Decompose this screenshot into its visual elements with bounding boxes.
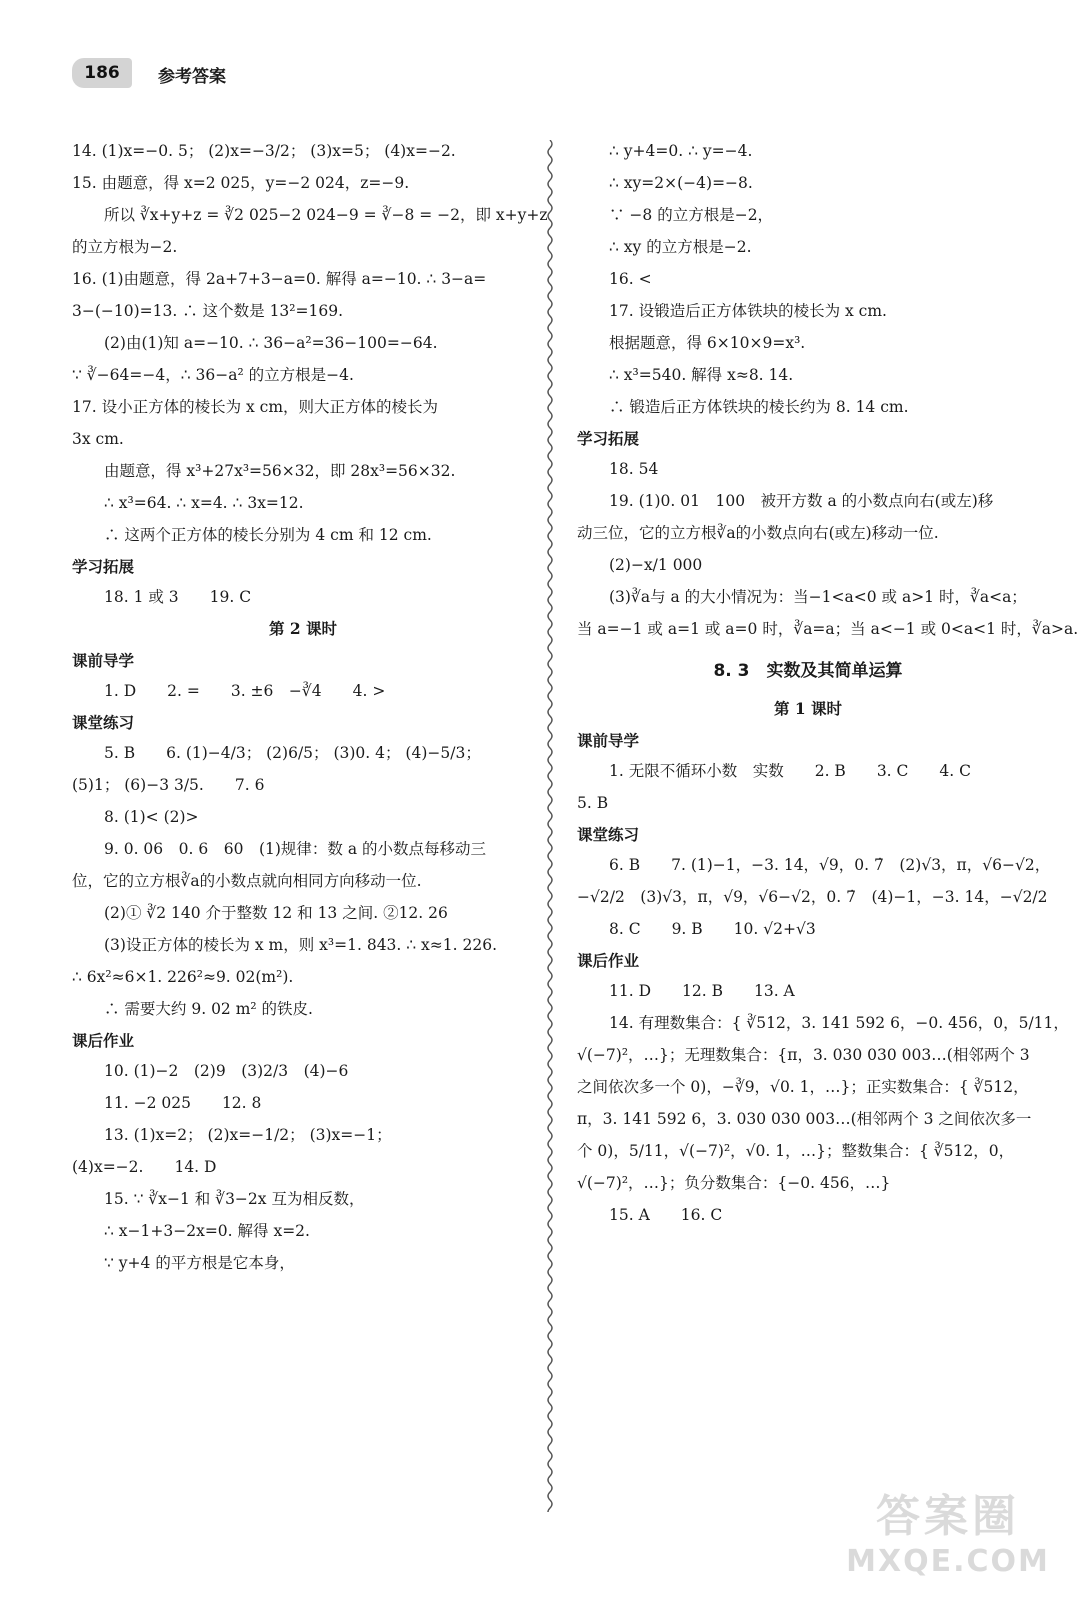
answer-line: ∴ y+4=0. ∴ y=−4. [609, 142, 753, 160]
answer-line: √(−7)²，…}；无理数集合：{π，3. 030 030 003…(相邻两个 3 [577, 1046, 1030, 1064]
answer-line: 16. < [609, 270, 652, 288]
answer-line: 3x cm. [72, 430, 124, 448]
answer-line: ∵ y+4 的平方根是它本身， [104, 1254, 295, 1272]
answer-line: ∴ x³=540. 解得 x≈8. 14. [609, 366, 794, 384]
section-heading: 学习拓展 [72, 558, 135, 576]
right-column [577, 140, 1079, 1236]
answer-line: 位，它的立方根∛a的小数点就向相同方向移动一位. [72, 872, 422, 890]
answer-line: ∴ x−1+3−2x=0. 解得 x=2. [104, 1222, 310, 1240]
answer-line: ∵ −8 的立方根是−2， [609, 206, 774, 224]
answer-line: √(−7)²，…}；负分数集合：{−0. 456，…} [577, 1174, 891, 1192]
page-header-title: 参考答案 [158, 67, 226, 87]
column-divider [540, 140, 560, 1512]
answer-line: (2)① ∛2 140 介于整数 12 和 13 之间. ②12. 26 [104, 904, 448, 922]
subsection-title: 第 1 课时 [773, 699, 843, 718]
answer-line: (3)设正方体的棱长为 x m，则 x³=1. 843. ∴ x≈1. 226. [104, 936, 498, 954]
watermark-line2: MXQE.COM [846, 1544, 1050, 1579]
section-heading: 课前导学 [72, 652, 135, 670]
answer-line: −√2/2 (3)√3，π，√9，√6−√2，0. 7̇ (4)−1，−3. 14，−√2/2 [577, 888, 1048, 906]
answer-line: 所以 ∛x+y+z = ∛2 025−2 024−9 = ∛−8 = −2，即 x+y+z [104, 206, 548, 224]
answer-line: ∴ 这两个正方体的棱长分别为 4 cm 和 12 cm. [104, 526, 432, 544]
answer-line: 1. 无限不循环小数 实数 2. B 3. C 4. C [609, 762, 971, 780]
watermark-logo [838, 1490, 1058, 1590]
answer-line: 5. B [577, 794, 609, 812]
answer-line: ∴ xy 的立方根是−2. [609, 238, 752, 256]
answer-line: 8. (1)< (2)> [104, 808, 199, 826]
answer-line: 15. 由题意，得 x=2 025，y=−2 024，z=−9. [72, 174, 410, 192]
answer-line: (3)∛a与 a 的大小情况为：当−1<a<0 或 a>1 时，∛a<a； [609, 588, 1027, 606]
subsection-title: 8. 3 实数及其简单运算 [713, 661, 903, 681]
answer-line: ∴ 6x²≈6×1. 226²≈9. 02(m²). [72, 968, 294, 986]
answer-line: 由题意，得 x³+27x³=56×32，即 28x³=56×32. [104, 462, 456, 480]
answer-line: (4)x=−2. 14. D [72, 1158, 217, 1176]
answer-line: 14. 有理数集合：{ ∛512，3. 141 592 6，−0. 456，0，5/11， [609, 1014, 1069, 1032]
answer-line: ∴ xy=2×(−4)=−8. [609, 174, 753, 192]
answer-line: 19. (1)0. 01 100 被开方数 a 的小数点向右(或左)移 [609, 492, 994, 510]
answer-line: (2)−x/1 000 [609, 556, 703, 574]
section-heading: 课后作业 [72, 1032, 135, 1050]
answer-line: 14. (1)x=−0. 5； (2)x=−3/2； (3)x=5； (4)x=−2. [72, 142, 456, 160]
answer-line: 18. 1 或 3 19. C [104, 588, 252, 606]
answer-line: 的立方根为−2. [72, 238, 178, 256]
answer-line: 11. −2 025 12. 8 [104, 1094, 262, 1112]
answer-line: 1. D 2. = 3. ±6 −∛4 4. > [104, 682, 386, 700]
answer-line: (5)1； (6)−3 3/5. 7. 6 [72, 776, 265, 794]
answer-line: 个 0)，5/11，√(−7)²，√0. 1，…}；整数集合：{ ∛512，0， [577, 1142, 1015, 1160]
answer-line: 当 a=−1 或 a=1 或 a=0 时，∛a=a；当 a<−1 或 0<a<1 时，∛a>a. [577, 620, 1079, 638]
answer-line: 11. D 12. B 13. A [609, 982, 795, 1000]
section-heading: 课堂练习 [72, 714, 135, 732]
answer-line: ∵ ∛−64=−4，∴ 36−a² 的立方根是−4. [72, 366, 354, 384]
answer-line: 5. B 6. (1)−4/3； (2)6/5； (3)0. 4； (4)−5/3； [104, 744, 481, 762]
answer-line: ∴ 锻造后正方体铁块的棱长约为 8. 14 cm. [609, 398, 909, 416]
page-number: 186 [72, 58, 132, 88]
answer-line: 3−(−10)=13. ∴ 这个数是 13²=169. [72, 302, 344, 320]
subsection-title: 第 2 课时 [268, 619, 338, 638]
section-heading: 课后作业 [577, 952, 640, 970]
answer-line: 之间依次多一个 0)，−∛9，√0. 1，…}；正实数集合：{ ∛512， [577, 1078, 1029, 1096]
answer-line: 13. (1)x=2； (2)x=−1/2； (3)x=−1； [104, 1126, 392, 1144]
answer-line: 根据题意，得 6×10×9=x³. [609, 334, 806, 352]
answer-line: (2)由(1)知 a=−10. ∴ 36−a²=36−100=−64. [104, 334, 438, 352]
answer-line: 16. (1)由题意，得 2a+7+3−a=0. 解得 a=−10. ∴ 3−a= [72, 270, 487, 288]
answer-line: 6. B 7. (1)−1，−3. 14，√9，0. 7̇ (2)√3，π，√6−√2， [609, 856, 1051, 874]
answer-line: 17. 设小正方体的棱长为 x cm，则大正方体的棱长为 [72, 398, 439, 416]
answer-line: 17. 设锻造后正方体铁块的棱长为 x cm. [609, 302, 887, 320]
answer-line: 10. (1)−2 (2)9 (3)2/3 (4)−6 [104, 1062, 349, 1080]
section-heading: 学习拓展 [577, 430, 640, 448]
section-heading: 课前导学 [577, 732, 640, 750]
answer-line: ∴ 需要大约 9. 02 m² 的铁皮. [104, 1000, 313, 1018]
answer-line: 15. A 16. C [609, 1206, 723, 1224]
answer-line: 15. ∵ ∛x−1 和 ∛3−2x 互为相反数， [104, 1190, 365, 1208]
watermark-line1: 答案圈 [876, 1491, 1020, 1542]
answer-line: 18. 54 [609, 460, 659, 478]
answer-line: π，3. 141 592 6，3. 030 030 003…(相邻两个 3 之间依次多一 [577, 1110, 1032, 1128]
left-column [72, 140, 548, 1284]
answer-line: ∴ x³=64. ∴ x=4. ∴ 3x=12. [104, 494, 304, 512]
answer-line: 9. 0. 06 0. 6 60 (1)规律：数 a 的小数点每移动三 [104, 840, 487, 858]
section-heading: 课堂练习 [577, 826, 640, 844]
answer-line: 8. C 9. B 10. √2+√3 [609, 920, 816, 938]
answer-line: 动三位，它的立方根∛a的小数点向右(或左)移动一位. [577, 524, 939, 542]
